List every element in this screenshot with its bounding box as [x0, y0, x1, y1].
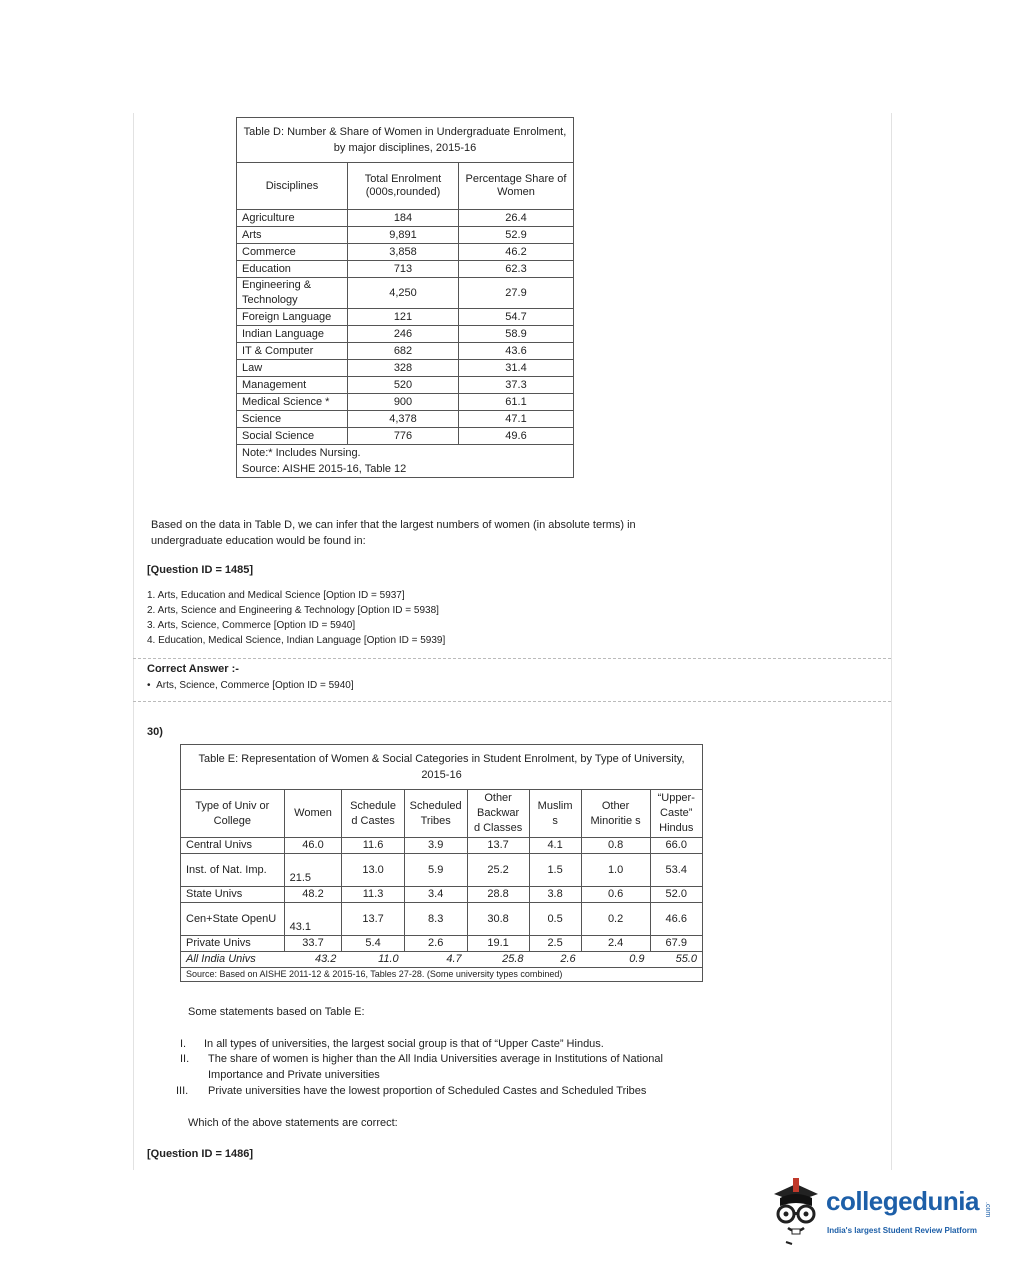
question-number: 30) [147, 726, 163, 738]
question-id: [Question ID = 1485] [147, 564, 254, 576]
question-text: Based on the data in Table D, we can infer that the largest numbers of women (in absolute terms) in undergraduate education would be found in: [151, 519, 636, 547]
table-row [181, 952, 703, 968]
table-cell: 9,891 [348, 227, 459, 244]
table-row [237, 278, 574, 309]
table-cell: 52.9 [459, 227, 574, 244]
options-list [147, 588, 445, 648]
table-cell: 2.4 [581, 936, 650, 952]
table-cell: 13.7 [342, 903, 404, 936]
correct-answer-label: Correct Answer :- [147, 663, 239, 675]
table-e-title: Table E: Representation of Women & Social Categories in Student Enrolment, by Type of University, 2015-16 [181, 745, 703, 790]
table-cell: 25.8 [467, 952, 529, 968]
page-left-border [133, 113, 134, 1170]
table-cell: 520 [348, 377, 459, 394]
table-row [237, 360, 574, 377]
table-cell: Agriculture [237, 210, 348, 227]
table-cell: 55.0 [650, 952, 703, 968]
table-cell: 19.1 [467, 936, 529, 952]
table-e-body [181, 790, 703, 968]
table-cell: Central Univs [181, 838, 285, 854]
table-cell: Education [237, 261, 348, 278]
table-row [237, 244, 574, 261]
statement-3 [176, 1083, 706, 1099]
statement-text: The share of women is higher than the All India Universities average in Institutions of National Importance and Private universities [208, 1053, 663, 1081]
table-cell: 4,378 [348, 411, 459, 428]
table-e-header: Other Backwar d Classes [467, 790, 529, 838]
table-cell: 26.4 [459, 210, 574, 227]
table-cell: 4.1 [529, 838, 581, 854]
question-id: [Question ID = 1486] [147, 1148, 254, 1160]
option-4[interactable]: 4. Education, Medical Science, Indian Language [Option ID = 5939] [147, 635, 446, 646]
table-cell: 4.7 [404, 952, 467, 968]
table-cell: Inst. of Nat. Imp. [181, 854, 285, 887]
table-e-source: Source: Based on AISHE 2011-12 & 2015-16, Tables 27-28. (Some university types combined) [181, 968, 703, 982]
table-cell: 5.9 [404, 854, 467, 887]
statement-text: In all types of universities, the largest social group is that of “Upper Caste” Hindus. [204, 1038, 604, 1050]
table-cell: 713 [348, 261, 459, 278]
table-cell: 246 [348, 326, 459, 343]
table-cell: 3.4 [404, 887, 467, 903]
table-cell: 3.8 [529, 887, 581, 903]
statement-text: Private universities have the lowest proportion of Scheduled Castes and Scheduled Tribes [208, 1085, 647, 1097]
table-row [181, 854, 703, 887]
table-cell: 61.1 [459, 394, 574, 411]
table-cell: Cen+State OpenU [181, 903, 285, 936]
statement-2 [180, 1051, 680, 1083]
table-row [237, 326, 574, 343]
table-cell: 62.3 [459, 261, 574, 278]
table-cell: 0.9 [581, 952, 650, 968]
table-cell: 30.8 [467, 903, 529, 936]
statements-intro: Some statements based on Table E: [188, 1006, 365, 1018]
table-cell: 2.6 [404, 936, 467, 952]
table-row [237, 261, 574, 278]
table-cell: 13.0 [342, 854, 404, 887]
table-e-header: “Upper-Caste” Hindus [650, 790, 703, 838]
table-cell: 682 [348, 343, 459, 360]
table-cell: 43.6 [459, 343, 574, 360]
table-cell: 1.0 [581, 854, 650, 887]
table-d-header: Total Enrolment (000s,rounded) [348, 163, 459, 210]
table-cell: 3.9 [404, 838, 467, 854]
table-cell: 4,250 [348, 278, 459, 309]
statement-number: II. [180, 1053, 190, 1065]
table-cell: 776 [348, 428, 459, 445]
statement-1 [180, 1036, 700, 1052]
table-e [180, 744, 703, 982]
table-cell: 2.6 [529, 952, 581, 968]
table-e-header: Scheduled Tribes [404, 790, 467, 838]
logo-tagline: India's largest Student Review Platform [827, 1226, 977, 1235]
table-cell: 52.0 [650, 887, 703, 903]
table-row [181, 903, 703, 936]
table-d-header: Percentage Share of Women [459, 163, 574, 210]
table-cell: 11.6 [342, 838, 404, 854]
table-cell: 33.7 [284, 936, 342, 952]
table-cell: 54.7 [459, 309, 574, 326]
table-cell: 13.7 [467, 838, 529, 854]
bullet-icon: • [147, 680, 157, 691]
table-cell: 2.5 [529, 936, 581, 952]
table-e-header: Other Minoritie s [581, 790, 650, 838]
table-cell: IT & Computer [237, 343, 348, 360]
table-cell: 5.4 [342, 936, 404, 952]
table-e-header-row [181, 790, 703, 838]
correct-answer-text: Arts, Science, Commerce [Option ID = 5940] [156, 680, 354, 691]
table-row [237, 411, 574, 428]
table-d-note: Note:* Includes Nursing. [242, 447, 361, 459]
table-d-title: Table D: Number & Share of Women in Undergraduate Enrolment, by major disciplines, 2015-16 [237, 118, 574, 163]
table-cell: 31.4 [459, 360, 574, 377]
table-cell: Social Science [237, 428, 348, 445]
table-cell: 46.6 [650, 903, 703, 936]
table-d-header: Disciplines [237, 163, 348, 210]
table-d-source: Source: AISHE 2015-16, Table 12 [242, 463, 407, 475]
table-cell: 11.0 [342, 952, 404, 968]
table-cell: 53.4 [650, 854, 703, 887]
table-cell: 43.2 [284, 952, 342, 968]
table-cell: 66.0 [650, 838, 703, 854]
table-cell: 58.9 [459, 326, 574, 343]
table-e-header: Schedule d Castes [342, 790, 404, 838]
question-ask: Which of the above statements are correct: [188, 1117, 398, 1129]
table-cell: Engineering & Technology [237, 278, 348, 309]
table-cell: 184 [348, 210, 459, 227]
separator [133, 701, 891, 702]
table-d-body [237, 210, 574, 445]
table-cell: Foreign Language [237, 309, 348, 326]
table-cell: Science [237, 411, 348, 428]
table-cell: 46.0 [284, 838, 342, 854]
table-cell: 28.8 [467, 887, 529, 903]
table-cell: 8.3 [404, 903, 467, 936]
statement-number: I. [180, 1038, 187, 1050]
table-cell: 27.9 [459, 278, 574, 309]
table-row [237, 210, 574, 227]
statement-number: III. [176, 1085, 189, 1097]
table-e-header: Women [284, 790, 342, 838]
table-d [236, 117, 574, 478]
table-cell: 11.3 [342, 887, 404, 903]
table-cell: Indian Language [237, 326, 348, 343]
table-e-header: Muslim s [529, 790, 581, 838]
table-cell: 47.1 [459, 411, 574, 428]
option-2[interactable]: 2. Arts, Science and Engineering & Technology [Option ID = 5938] [147, 605, 439, 616]
table-row [237, 394, 574, 411]
table-cell: 900 [348, 394, 459, 411]
table-cell: State Univs [181, 887, 285, 903]
table-cell: Commerce [237, 244, 348, 261]
table-cell: 46.2 [459, 244, 574, 261]
table-cell: 37.3 [459, 377, 574, 394]
table-cell: Private Univs [181, 936, 285, 952]
option-3[interactable]: 3. Arts, Science, Commerce [Option ID = 5940] [147, 620, 356, 631]
table-cell: Management [237, 377, 348, 394]
collegedunia-logo[interactable] [766, 1176, 996, 1248]
table-cell: Arts [237, 227, 348, 244]
table-row [181, 936, 703, 952]
table-row [237, 377, 574, 394]
correct-answer [147, 680, 354, 691]
table-row [237, 227, 574, 244]
table-row [181, 887, 703, 903]
table-cell: 0.2 [581, 903, 650, 936]
option-1[interactable]: 1. Arts, Education and Medical Science [Option ID = 5937] [147, 590, 405, 601]
table-cell: 0.5 [529, 903, 581, 936]
table-cell: 21.5 [284, 854, 342, 887]
table-cell: 43.1 [284, 903, 342, 936]
table-cell: 67.9 [650, 936, 703, 952]
table-row [237, 343, 574, 360]
table-cell: 49.6 [459, 428, 574, 445]
table-d-footer [237, 445, 574, 478]
page-right-border [891, 113, 892, 1170]
separator [133, 658, 891, 659]
table-cell: 1.5 [529, 854, 581, 887]
table-cell: 121 [348, 309, 459, 326]
table-row [181, 838, 703, 854]
table-cell: Medical Science * [237, 394, 348, 411]
table-cell: 328 [348, 360, 459, 377]
table-cell: 3,858 [348, 244, 459, 261]
table-cell: Law [237, 360, 348, 377]
mascot-icon [766, 1176, 824, 1246]
logo-wordmark: collegedunia [826, 1186, 979, 1216]
table-row [237, 428, 574, 445]
table-cell: 0.8 [581, 838, 650, 854]
table-cell: All India Univs [181, 952, 285, 968]
table-row [237, 309, 574, 326]
table-cell: 48.2 [284, 887, 342, 903]
table-cell: 0.6 [581, 887, 650, 903]
table-cell: 25.2 [467, 854, 529, 887]
logo-suffix: .com [984, 1202, 991, 1218]
table-e-header: Type of Univ or College [181, 790, 285, 838]
